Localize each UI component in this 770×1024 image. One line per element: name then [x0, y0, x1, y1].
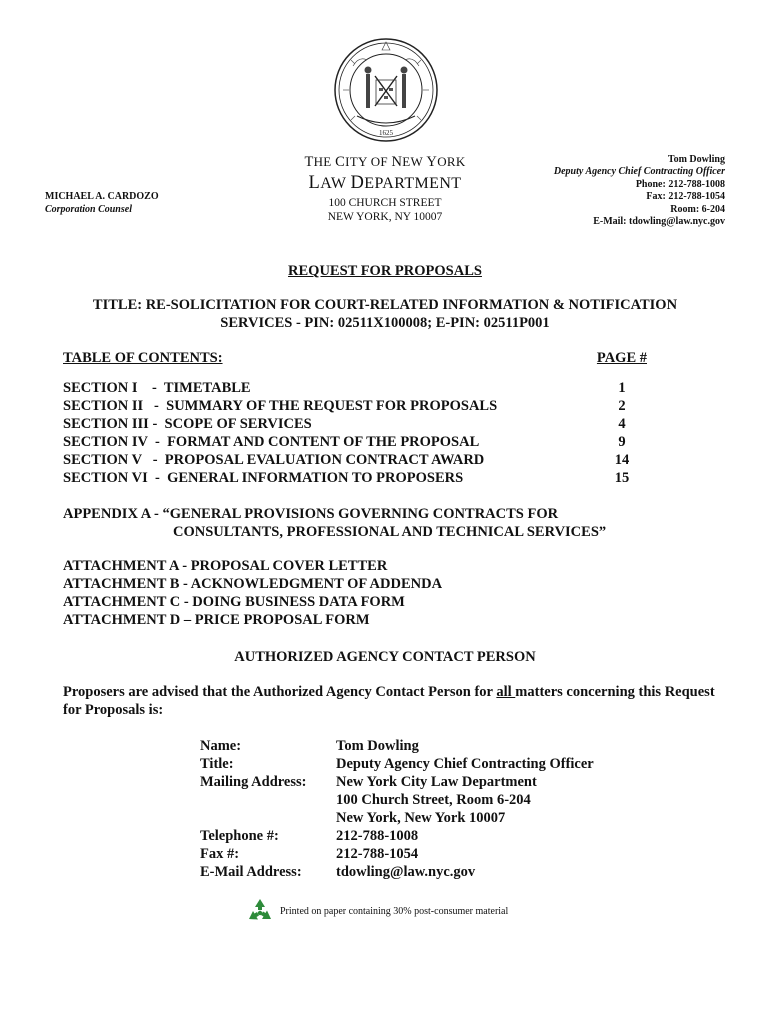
- recycled-paper-note: [246, 897, 508, 925]
- counsel-name: MICHAEL A. CARDOZO: [45, 191, 159, 202]
- contact-row: Mailing Address: New York City Law Department: [200, 774, 537, 790]
- letterhead-left: [45, 190, 159, 216]
- contact-heading: AUTHORIZED AGENCY CONTACT PERSON: [234, 649, 536, 665]
- contact-row: Telephone #: 212-788-1008: [200, 828, 419, 844]
- letterhead-right: [554, 154, 725, 228]
- counsel-role: Corporation Counsel: [45, 204, 132, 215]
- attachment-item: ATTACHMENT C - DOING BUSINESS DATA FORM: [63, 594, 405, 610]
- officer-name: Tom Dowling: [667, 154, 725, 165]
- contact-row: Title: Deputy Agency Chief Contracting Officer: [200, 756, 594, 772]
- department-address: 100 CHURCH STREET NEW YORK, NY 10007: [327, 197, 443, 223]
- toc-item: SECTION IV - FORMAT AND CONTENT OF THE PROPOSAL 9: [63, 434, 626, 450]
- appendix-a: APPENDIX A - “GENERAL PROVISIONS GOVERNING CONTRACTS FOR CONSULTANTS, PROFESSIONAL AND TECHNICAL SERVICES”: [63, 506, 607, 540]
- city-name: THE CITY OF NEW YORK: [304, 154, 466, 170]
- attachment-item: ATTACHMENT D – PRICE PROPOSAL FORM: [63, 612, 370, 628]
- attachments-list: [63, 557, 442, 629]
- table-of-contents: [63, 379, 637, 487]
- toc-item: SECTION I - TIMETABLE 1: [63, 380, 626, 396]
- recycle-icon: [246, 897, 274, 925]
- toc-item: SECTION II - SUMMARY OF THE REQUEST FOR PROPOSALS 2: [63, 398, 626, 414]
- officer-role: Deputy Agency Chief Contracting Officer: [553, 166, 725, 178]
- officer-fax: Fax: 212-788-1054: [646, 191, 725, 203]
- project-title: TITLE: RE-SOLICITATION FOR COURT-RELATED INFORMATION & NOTIFICATION SERVICES - PIN: 02511X100008; E-PIN: 02511P001: [92, 297, 678, 331]
- toc-item: SECTION III - SCOPE OF SERVICES 4: [63, 416, 626, 432]
- officer-phone: Phone: 212-788-1008: [635, 178, 725, 190]
- attachment-item: ATTACHMENT A - PROPOSAL COVER LETTER: [63, 558, 388, 574]
- advise-paragraph: Proposers are advised that the Authorized Agency Contact Person for all matters concerning this Request for Proposals is:: [63, 684, 715, 718]
- attachment-item: ATTACHMENT B - ACKNOWLEDGMENT OF ADDENDA: [63, 576, 443, 592]
- contact-row: New York, New York 10007: [336, 810, 506, 826]
- contact-row: 100 Church Street, Room 6-204: [336, 792, 531, 808]
- officer-room: Room: 6-204: [670, 203, 725, 215]
- department-name: LAW DEPARTMENT: [308, 173, 462, 193]
- toc-item: SECTION V - PROPOSAL EVALUATION CONTRACT AWARD 14: [63, 452, 630, 468]
- officer-email: E-Mail: tdowling@law.nyc.gov: [593, 216, 725, 228]
- footer-text: Printed on paper containing 30% post-consumer material: [280, 905, 509, 917]
- toc-heading: TABLE OF CONTENTS: PAGE #: [63, 350, 647, 366]
- contact-details: [200, 737, 594, 881]
- letterhead-center: [255, 154, 515, 224]
- city-seal-image: [333, 36, 439, 144]
- seal-year: 1625: [379, 129, 393, 137]
- toc-item: SECTION VI - GENERAL INFORMATION TO PROPOSERS 15: [63, 470, 630, 486]
- contact-row: Name: Tom Dowling: [200, 738, 419, 754]
- contact-row: Fax #: 212-788-1054: [200, 846, 419, 862]
- contact-row: E-Mail Address: tdowling@law.nyc.gov: [200, 864, 476, 880]
- rfp-title: REQUEST FOR PROPOSALS: [288, 263, 482, 279]
